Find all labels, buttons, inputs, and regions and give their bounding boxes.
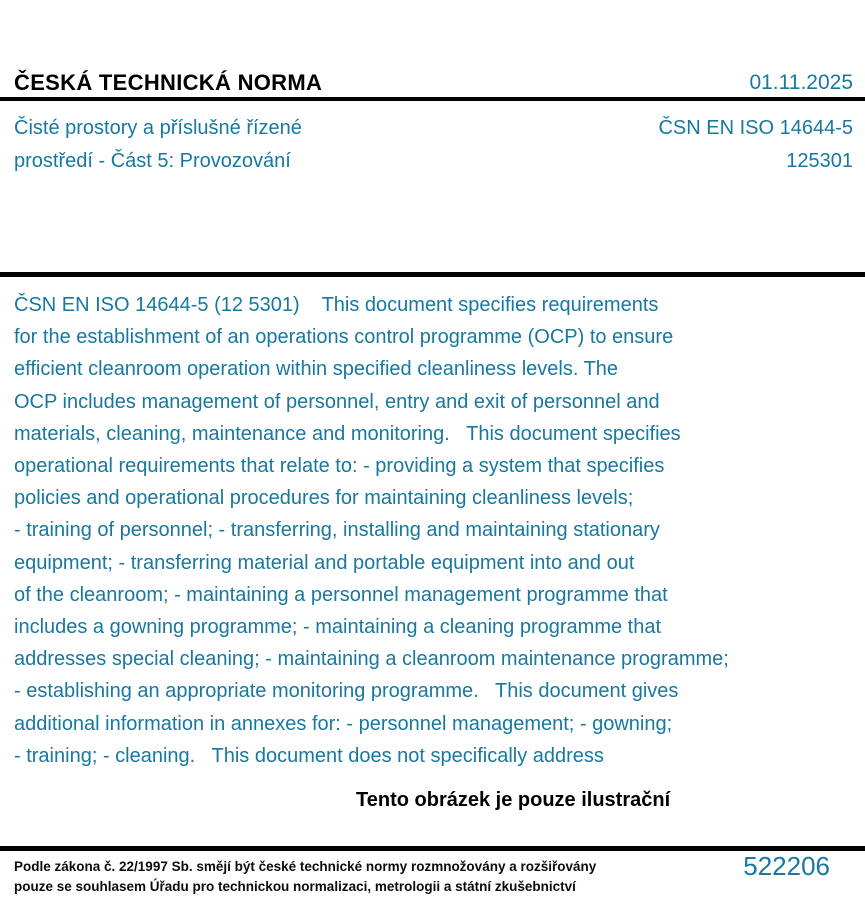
class-number: 125301 xyxy=(786,150,853,172)
norm-subject-title-line-2: prostředí - Část 5: Provozování xyxy=(14,150,291,172)
abstract-line: policies and operational procedures for maintaining cleanliness levels; xyxy=(14,487,634,510)
abstract-line: efficient cleanroom operation within specified cleanliness levels. The xyxy=(14,358,619,381)
abstract-line: operational requirements that relate to: - providing a system that specifies xyxy=(14,455,665,478)
abstract-line: addresses special cleaning; - maintaining a cleanroom maintenance programme; xyxy=(14,648,729,671)
abstract-line: of the cleanroom; - maintaining a personnel management programme that xyxy=(14,583,668,606)
abstract-line: equipment; - transferring material and portable equipment into and out xyxy=(14,551,635,574)
abstract-line: - training; - cleaning. This document does not specifically address xyxy=(14,744,604,767)
abstract-line: - training of personnel; - transferring, installing and maintaining stationary xyxy=(14,519,660,542)
abstract-line: materials, cleaning, maintenance and monitoring. This document specifies xyxy=(14,422,681,445)
abstract-line: for the establishment of an operations control programme (OCP) to ensure xyxy=(14,326,674,349)
copyright-legal-line-1: Podle zákona č. 22/1997 Sb. smějí být české technické normy rozmnožovány a rozšiřovány xyxy=(14,859,597,874)
copyright-legal-line-2: pouze se souhlasem Úřadu pro technickou normalizaci, metrologii a státní zkušebnictví xyxy=(14,878,576,894)
abstract-line: includes a gowning programme; - maintaining a cleaning programme that xyxy=(14,616,662,639)
abstract-line: - establishing an appropriate monitoring programme. This document gives xyxy=(14,680,679,703)
page-title: ČESKÁ TECHNICKÁ NORMA xyxy=(14,70,323,95)
order-number: 522206 xyxy=(743,851,830,881)
footer-divider-rule xyxy=(0,846,865,851)
abstract-line: ČSN EN ISO 14644-5 (12 5301) This document specifies requirements xyxy=(14,294,659,316)
copyright-legal-text xyxy=(14,857,596,896)
abstract-line: additional information in annexes for: - personnel management; - gowning; xyxy=(14,712,673,735)
norm-abstract xyxy=(14,289,729,772)
illustrative-image-notice: Tento obrázek je pouze ilustrační xyxy=(356,789,671,811)
norm-subject-title-line-1: Čisté prostory a příslušné řízené xyxy=(14,117,302,139)
standard-code: ČSN EN ISO 14644-5 xyxy=(658,117,853,139)
abstract-divider-rule xyxy=(0,272,865,277)
abstract-line: OCP includes management of personnel, entry and exit of personnel and xyxy=(14,390,660,413)
issue-date: 01.11.2025 xyxy=(749,71,853,94)
norm-reference-block xyxy=(658,112,853,178)
header-divider-rule xyxy=(0,97,865,101)
norm-subject-title xyxy=(14,112,302,178)
